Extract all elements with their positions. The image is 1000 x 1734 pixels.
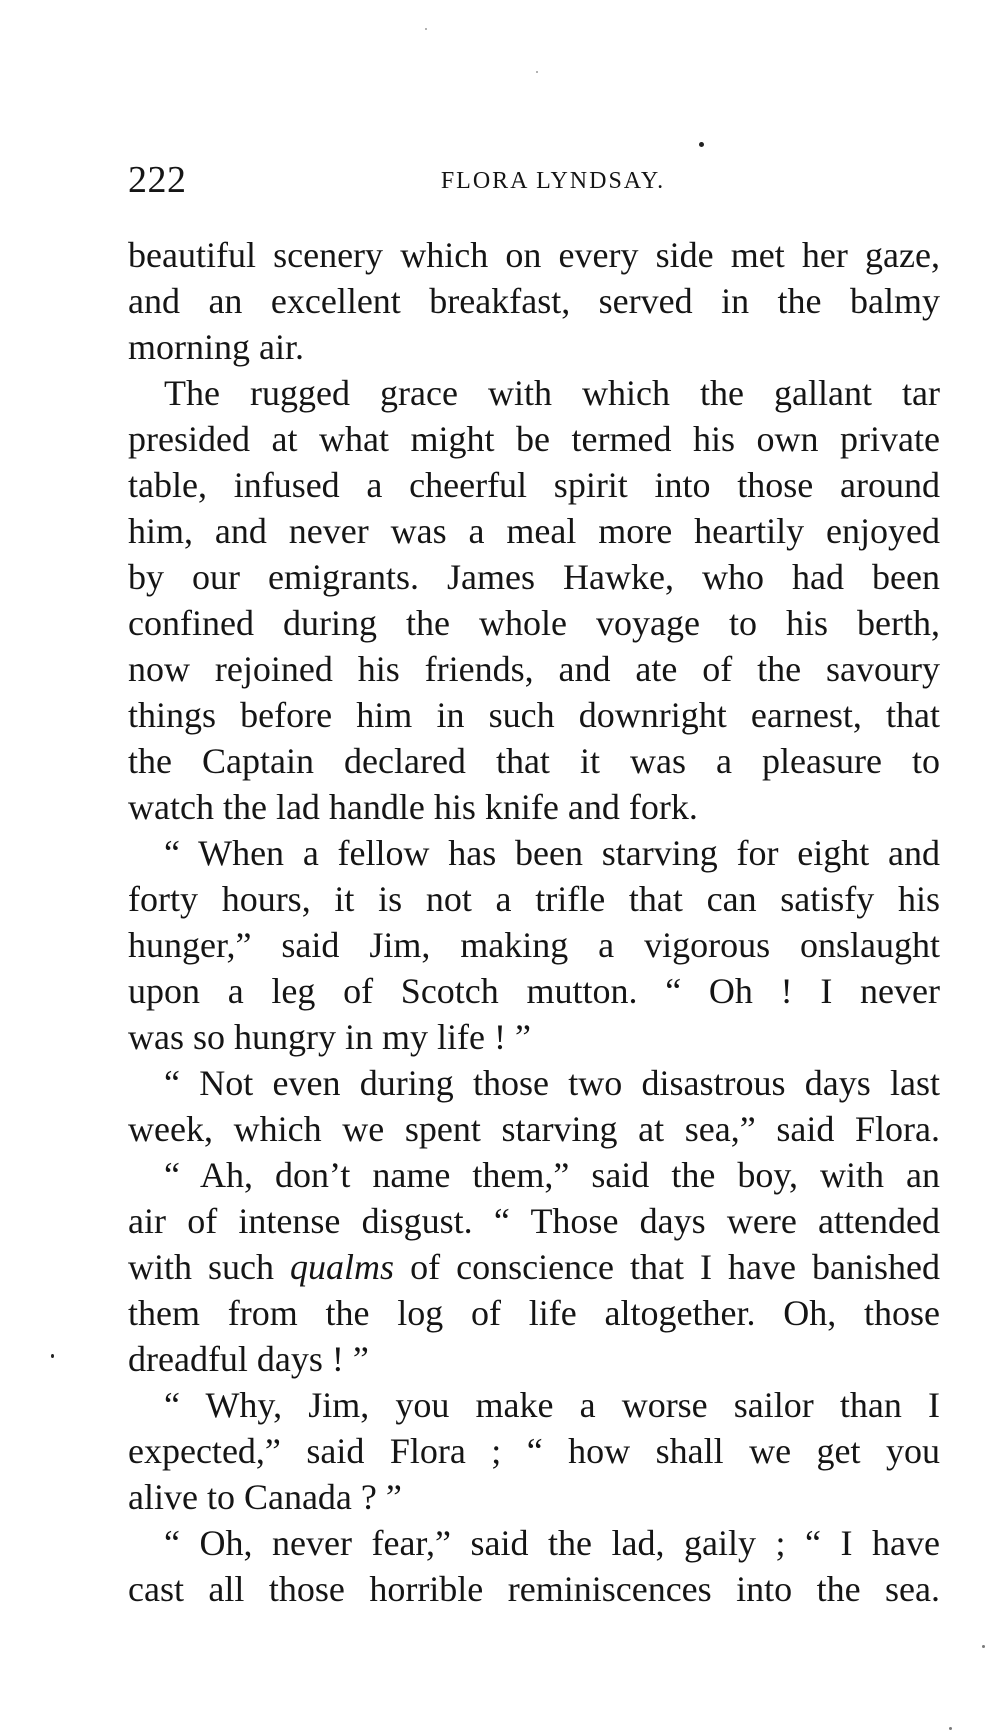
italic-word: qualms xyxy=(290,1247,395,1287)
ink-speck xyxy=(982,1645,985,1648)
text-line: The rugged grace with which the gallant tar xyxy=(164,373,940,413)
text-line: “ Oh, never fear,” said the lad, gaily ; “ I have xyxy=(164,1523,940,1563)
text-line-with-italic xyxy=(128,1244,940,1290)
running-title: FLORA LYNDSAY. xyxy=(440,168,666,194)
ink-speck xyxy=(425,28,427,30)
text-line: morning air. xyxy=(128,327,304,367)
text-line: “ Ah, don’t name them,” said the boy, with an xyxy=(164,1155,940,1195)
text-line: presided at what might be termed his own private xyxy=(128,419,940,459)
text-segment: of conscience that I have banished xyxy=(394,1247,940,1287)
text-segment: with such xyxy=(128,1247,291,1287)
text-line: was so hungry in my life ! ” xyxy=(128,1017,531,1057)
ink-speck xyxy=(699,142,704,147)
text-line: by our emigrants. James Hawke, who had been xyxy=(128,557,940,597)
text-line: confined during the whole voyage to his berth, xyxy=(128,603,940,643)
text-line: “ Why, Jim, you make a worse sailor than I xyxy=(164,1385,940,1425)
text-line: cast all those horrible reminiscences into the sea. xyxy=(128,1569,940,1609)
ink-speck xyxy=(51,1354,54,1358)
text-line: and an excellent breakfast, served in the balmy xyxy=(128,281,940,321)
text-line: “ When a fellow has been starving for eight and xyxy=(164,833,940,873)
text-line: forty hours, it is not a trifle that can satisfy his xyxy=(128,879,940,919)
text-line: air of intense disgust. “ Those days were attended xyxy=(128,1201,940,1241)
page-header xyxy=(128,158,940,202)
text-line: hunger,” said Jim, making a vigorous onslaught xyxy=(128,925,940,965)
text-line: them from the log of life altogether. Oh, those xyxy=(128,1293,940,1333)
text-line: things before him in such downright earnest, that xyxy=(128,695,940,735)
text-line: him, and never was a meal more heartily enjoyed xyxy=(128,511,940,551)
page-number: 222 xyxy=(128,159,187,201)
text-line: week, which we spent starving at sea,” said Flora. xyxy=(128,1109,940,1149)
text-line: now rejoined his friends, and ate of the savoury xyxy=(128,649,940,689)
ink-speck xyxy=(536,71,538,73)
text-line: “ Not even during those two disastrous days last xyxy=(164,1063,940,1103)
ink-speck xyxy=(949,1727,952,1730)
text-line: expected,” said Flora ; “ how shall we get you xyxy=(128,1431,940,1471)
text-line: upon a leg of Scotch mutton. “ Oh ! I never xyxy=(128,971,940,1011)
text-line: beautiful scenery which on every side met her gaze, xyxy=(128,235,940,275)
text-line: the Captain declared that it was a pleasure to xyxy=(128,741,940,781)
text-line: watch the lad handle his knife and fork. xyxy=(128,787,698,827)
text-line: table, infused a cheerful spirit into those around xyxy=(128,465,940,505)
text-line: dreadful days ! ” xyxy=(128,1339,369,1379)
body-text xyxy=(128,232,940,1612)
text-line: alive to Canada ? ” xyxy=(128,1477,402,1517)
